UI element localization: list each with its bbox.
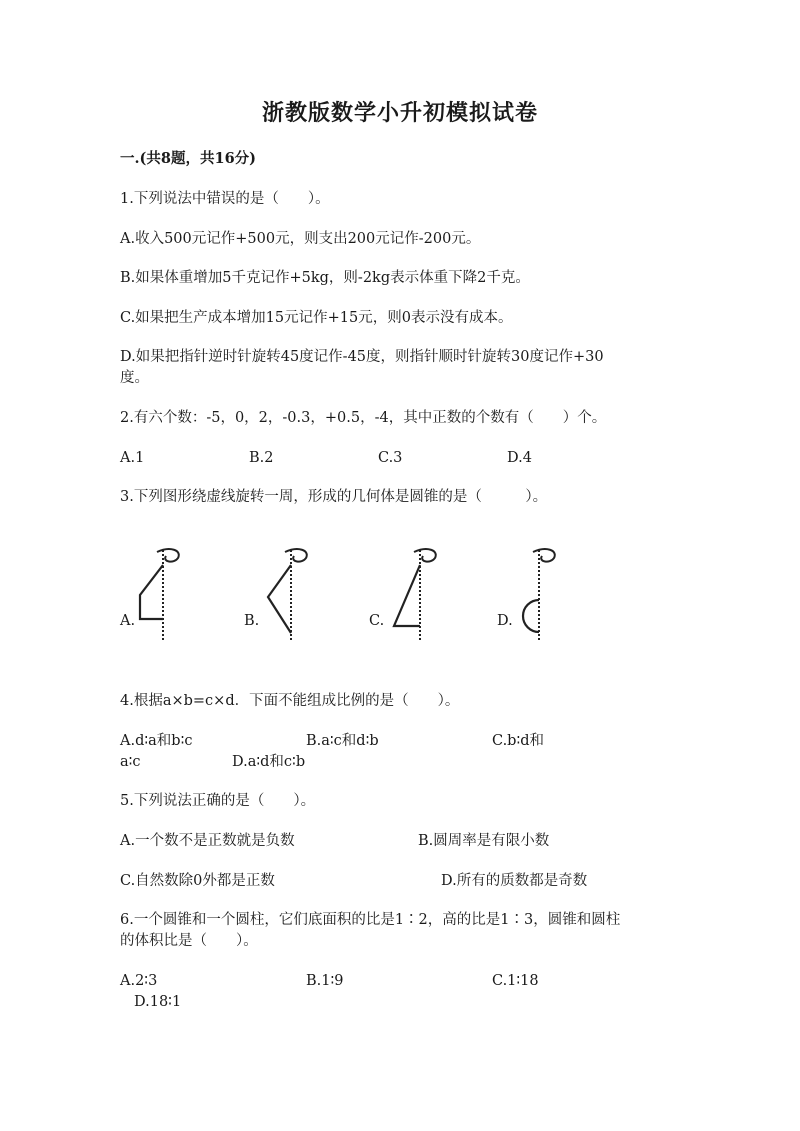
question-4-option-a: A.d∶a和b∶c xyxy=(120,733,193,749)
question-1-stem: 1.下列说法中错误的是（ ）。 xyxy=(120,191,330,207)
question-2-option-a: A.1 xyxy=(120,450,145,466)
question-2-option-d: D.4 xyxy=(507,450,532,466)
figure-d-shape xyxy=(506,540,616,640)
question-2-option-b: B.2 xyxy=(249,450,274,466)
figure-b-label: B. xyxy=(244,613,260,629)
question-6-option-a: A.2∶3 xyxy=(120,973,158,989)
question-5-option-b: B.圆周率是有限小数 xyxy=(418,833,550,849)
section-heading: 一.(共8题，共16分) xyxy=(120,150,257,167)
question-2-option-c: C.3 xyxy=(378,450,403,466)
question-6-stem-line2: 的体积比是（ ）。 xyxy=(120,933,258,949)
question-6-option-b: B.1∶9 xyxy=(306,973,344,989)
figure-d-label: D. xyxy=(497,613,513,629)
question-1-option-a: A.收入500元记作+500元，则支出200元记作-200元。 xyxy=(120,231,481,247)
question-5-option-a: A.一个数不是正数就是负数 xyxy=(120,833,295,849)
question-4-option-b: B.a∶c和d∶b xyxy=(306,733,379,749)
question-6-option-c: C.1∶18 xyxy=(492,973,539,989)
question-5-option-d: D.所有的质数都是奇数 xyxy=(441,873,588,889)
question-1-option-c: C.如果把生产成本增加15元记作+15元，则0表示没有成本。 xyxy=(120,310,513,326)
question-1-option-d-line2: 度。 xyxy=(120,370,149,386)
page-title: 浙教版数学小升初模拟试卷 xyxy=(261,100,538,126)
figure-a-shape xyxy=(130,540,240,640)
question-6-option-d: D.18∶1 xyxy=(134,994,182,1010)
question-2-stem: 2.有六个数：-5，0，2，-0.3，+0.5，-4，其中正数的个数有（ ）个。 xyxy=(120,410,607,426)
question-1-option-d-line1: D.如果把指针逆时针旋转45度记作-45度，则指针顺时针旋转30度记作+30 xyxy=(120,349,604,365)
question-4-option-c-line2: a∶c xyxy=(120,754,141,770)
question-4-option-d: D.a∶d和c∶b xyxy=(232,754,306,770)
question-4-option-c-line1: C.b∶d和 xyxy=(492,733,545,749)
question-1-option-b: B.如果体重增加5千克记作+5kg，则-2kg表示体重下降2千克。 xyxy=(120,270,530,286)
question-6-stem-line1: 6.一个圆锥和一个圆柱，它们底面积的比是1∶2，高的比是1∶3，圆锥和圆柱 xyxy=(120,912,621,928)
figure-b-shape xyxy=(258,540,368,640)
question-4-stem: 4.根据a×b=c×d．下面不能组成比例的是（ ）。 xyxy=(120,693,460,709)
figure-a-label: A. xyxy=(120,613,136,629)
question-3-stem: 3.下列图形绕虚线旋转一周，形成的几何体是圆锥的是（ ）。 xyxy=(120,489,548,505)
figure-c-label: C. xyxy=(369,613,385,629)
question-5-option-c: C.自然数除0外都是正数 xyxy=(120,873,275,889)
figure-c-shape xyxy=(387,540,497,640)
question-5-stem: 5.下列说法正确的是（ ）。 xyxy=(120,793,316,809)
